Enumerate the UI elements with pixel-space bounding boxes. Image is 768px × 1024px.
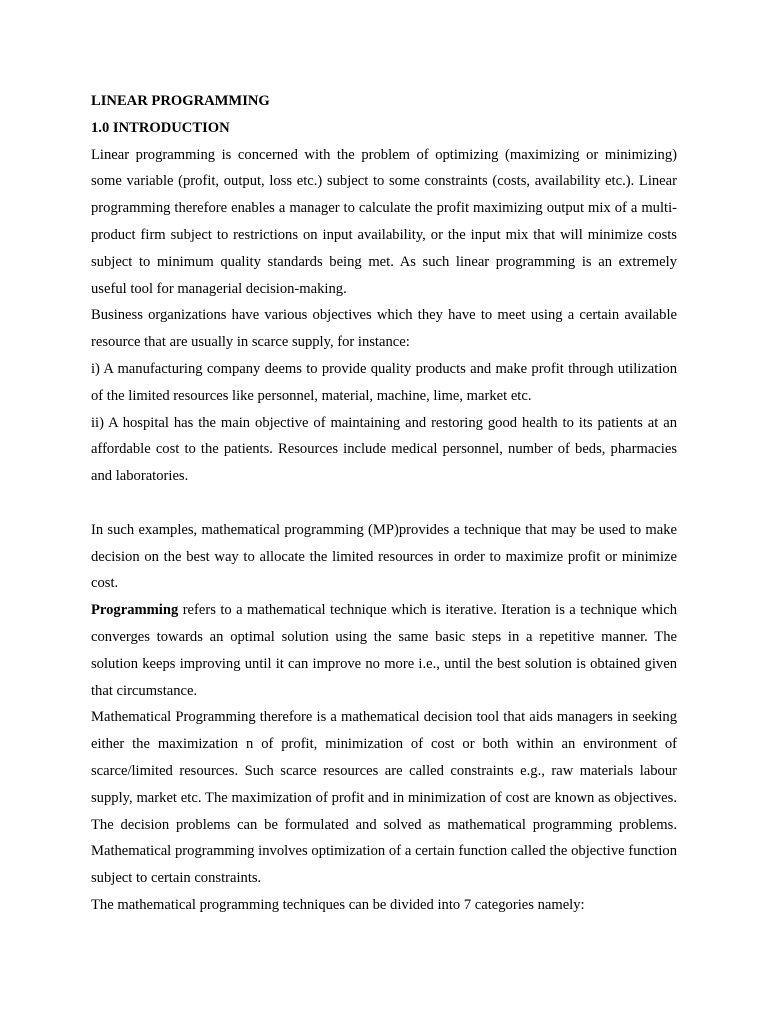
paragraph-example-hospital: ii) A hospital has the main objective of maintaining and restoring good health to its patients at an affordable cost to the patients. Resources include medical personnel, number of beds, pharmacies and laboratories. <box>91 414 677 485</box>
paragraph-spacer <box>91 490 677 517</box>
paragraph-business-objectives: Business organizations have various objectives which they have to meet using a certain available resource that are usually in scarce supply, for instance: <box>91 307 677 351</box>
paragraph-intro: Linear programming is concerned with the problem of optimizing (maximizing or minimizing) some variable (profit, output, loss etc.) subject to some constraints (costs, availability etc.). Linear programming therefore enables a manager to calculate the profit maximizing output mix of a multi-product firm subject to restrictions on input availability, or the input mix that will minimize costs subject to minimum quality standards being met. As such linear programming is an extremely useful tool for managerial decision-making. <box>91 146 677 297</box>
programming-term: Programming <box>91 602 179 619</box>
paragraph-example-manufacturing: i) A manufacturing company deems to provide quality products and make profit through utilization of the limited resources like personnel, material, machine, lime, market etc. <box>91 360 677 404</box>
paragraph-programming-definition <box>91 597 677 704</box>
programming-definition-text: refers to a mathematical technique which is iterative. Iteration is a technique which converges towards an optimal solution using the same basic steps in a repetitive manner. The solution keeps improving until it can improve no more i.e., until the best solution is obtained given that circumstance. <box>91 602 677 699</box>
document-title: LINEAR PROGRAMMING <box>91 93 270 109</box>
paragraph-mathematical-programming: In such examples, mathematical programming (MP)provides a technique that may be used to make decision on the best way to allocate the limited resources in order to maximize profit or minimize cost. <box>91 521 677 592</box>
document-page <box>91 88 677 919</box>
section-heading: 1.0 INTRODUCTION <box>91 119 230 136</box>
paragraph-mp-decision-tool: Mathematical Programming therefore is a mathematical decision tool that aids managers in seeking either the maximization n of profit, minimization of cost or both within an environment of scarce/limited resources. Such scarce resources are called constraints e.g., raw materials labour supply, market etc. The maximization of profit and in minimization of cost are known as objectives. The decision problems can be formulated and solved as mathematical programming problems. Mathematical programming involves optimization of a certain function called the objective function subject to certain constraints. <box>91 709 677 887</box>
paragraph-categories-intro: The mathematical programming techniques can be divided into 7 categories namely: <box>91 896 585 913</box>
